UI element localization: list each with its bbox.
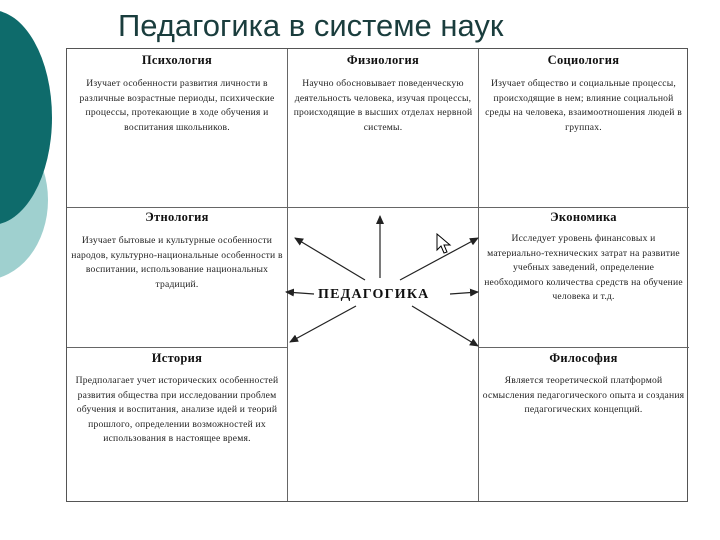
cursor-icon (436, 233, 452, 255)
cell-text: Предполагает учет исторических особенностей развития общества при исследовании проблем обучения и воспитания, анализе идей и теорий прошлого, определении возможностей их использования в настоящее время. (75, 375, 279, 444)
cell-heading: Экономика (550, 210, 617, 224)
arrow-down-right (412, 306, 478, 346)
cell-text: Исследует уровень финансовых и материально-технических затрат на развитие учебных заведений, определение необходимого количества средств на обучение человека и т.д. (484, 233, 683, 302)
cell-text: Научно обосновывает поведенческую деятельность человека, изучая процессы, происходящие в высших отделах нервной системы. (293, 78, 473, 133)
cell-text: Изучает общество и социальные процессы, происходящие в нем; влияние социальной среды на человека, взаимоотношения людей в группах. (485, 78, 682, 133)
cell-heading: История (151, 351, 203, 365)
arrow-right (450, 292, 478, 294)
cell-text: Изучает особенности развития личности в различные возрастные периоды, психические процессы, протекающие в ходе обучения и воспитания школьников. (79, 78, 275, 133)
arrow-left (286, 292, 314, 294)
cell-text: Изучает бытовые и культурные особенности народов, культурно-национальные особенности в воспитании, использование национальных традиций. (71, 235, 283, 290)
arrow-down-left (290, 306, 356, 342)
cell-heading: Этнология (145, 210, 209, 224)
arrow-up-left (295, 238, 365, 280)
cell-heading: Психология (141, 53, 213, 67)
center-label: ПЕДАГОГИКА (318, 287, 430, 302)
cell-heading: Философия (549, 351, 618, 365)
slide-title: Педагогика в системе наук (118, 8, 504, 43)
cell-heading: Социология (547, 53, 620, 67)
cell-heading: Физиология (346, 53, 420, 67)
cell-text: Является теоретической платформой осмысления педагогического опыта и создания педагогических концепций. (482, 375, 685, 415)
